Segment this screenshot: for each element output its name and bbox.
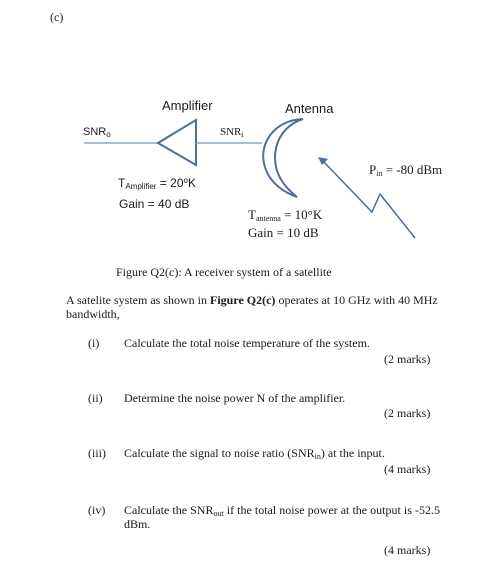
antenna-temperature-label: $T_{antenna} = 10^\circ K$ [248, 207, 323, 223]
question-number: (i) [88, 336, 100, 350]
question-number: (iii) [88, 446, 106, 460]
pin-label: $P_{in} = -80$ dBm [369, 162, 443, 178]
amplifier-label: Amplifier [162, 98, 213, 113]
snr-out-label: $SNR_o$ [83, 126, 111, 139]
question-marks: (2 marks) [384, 352, 431, 366]
question-text: Calculate the $SNR_{out}$ if the total noise power at the output is -52.5 dBm. [124, 503, 440, 531]
part-label: (c) [50, 10, 64, 24]
snr-in-label: $SNR_i$ [220, 126, 244, 139]
amplifier-gain-label: Gain = 40 dB [119, 197, 190, 211]
question-number: (ii) [88, 391, 103, 405]
amplifier-temperature-label: $T_{Amplifier} = 20^oK$ [118, 176, 196, 191]
question-marks: (4 marks) [384, 543, 431, 557]
question-marks: (2 marks) [384, 406, 431, 420]
question-marks: (4 marks) [384, 462, 431, 476]
antenna-label: Antenna [285, 101, 334, 116]
question-text: Calculate the signal to noise ratio $(SNR_{in})$ at the input. [124, 446, 385, 461]
question-number: (iv) [88, 503, 106, 517]
question-text: Determine the noise power N of the amplifier. [124, 391, 346, 405]
question-text: Calculate the total noise temperature of the system. [124, 336, 370, 350]
antenna-dish-icon [263, 119, 303, 197]
question-intro: A satelite system as shown in Figure Q2(c) operates at 10 GHz with 40 MHz bandwidth, [66, 293, 438, 321]
antenna-gain-label: Gain = 10 dB [248, 225, 319, 240]
amplifier-triangle-icon [158, 120, 196, 165]
figure-caption: Figure Q2(c): A receiver system of a satellite [116, 265, 332, 279]
